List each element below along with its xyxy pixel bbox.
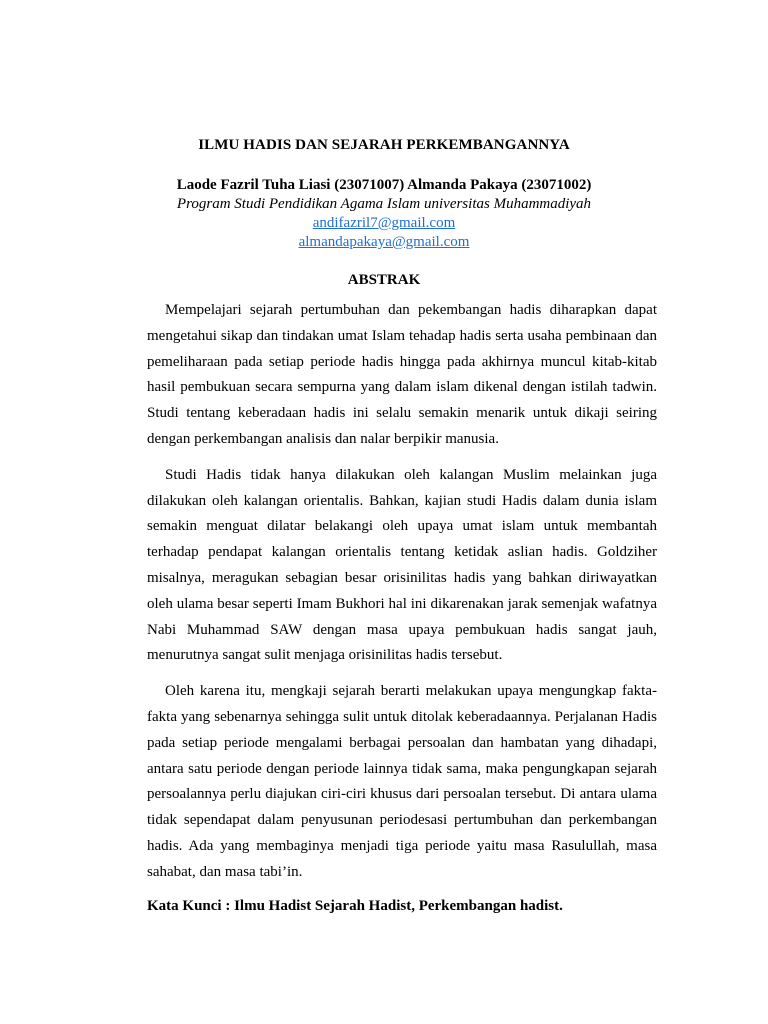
email-link-2[interactable]: almandapakaya@gmail.com [298, 234, 470, 250]
email-line-1 [0, 215, 768, 232]
abstract-heading: ABSTRAK [347, 272, 421, 288]
author-line: Laode Fazril Tuha Liasi (23071007) Almanda Pakaya (23071002) [176, 177, 592, 193]
affiliation: Program Studi Pendidikan Agama Islam universitas Muhammadiyah [176, 196, 592, 212]
abstract-paragraph-1: Mempelajari sejarah pertumbuhan dan pekembangan hadis diharapkan dapat mengetahui sikap dan tindakan umat Islam tehadap hadis serta usaha pembinaan dan pemeliharaan pada setiap periode hadis hingga pada akhirnya muncul kitab-kitab hasil pembukuan secara sempurna yang dalam islam dikenal dengan istilah tadwin. Studi tentang keberadaan hadis ini selalu semakin menarik untuk dikaji seiring dengan perkembangan analisis dan nalar berpikir manusia. [147, 302, 657, 447]
keywords-line: Kata Kunci : Ilmu Hadist Sejarah Hadist, Perkembangan hadist. [147, 897, 563, 914]
abstract-body [147, 298, 657, 916]
paper-title: ILMU HADIS DAN SEJARAH PERKEMBANGANNYA [198, 137, 570, 153]
abstract-paragraph-3: Oleh karena itu, mengkaji sejarah berarti melakukan upaya mengungkap fakta-fakta yang sebenarnya sehingga sulit untuk ditolak keberadaannya. Perjalanan Hadis pada setiap periode mengalami berbagai persoalan dan hambatan yang dihadapi, antara satu periode dengan periode lainnya tidak sama, maka pengungkapan sejarah persoalannya perlu diajukan ciri-ciri khusus dari persoalan tersebut. Di antara ulama tidak sependapat dalam penyusunan periodesasi pertumbuhan dan perkembangan hadis. Ada yang membaginya menjadi tiga periode yaitu masa Rasulullah, masa sahabat, dan masa tabi’in. [147, 683, 657, 880]
email-link-1[interactable]: andifazril7@gmail.com [312, 215, 456, 231]
abstract-paragraph-2: Studi Hadis tidak hanya dilakukan oleh kalangan Muslim melainkan juga dilakukan oleh kalangan orientalis. Bahkan, kajian studi Hadis dalam dunia islam semakin menguat dilatar belakangi oleh upaya umat islam untuk membantah terhadap pendapat kalangan orientalis tentang ketidak aslian hadis. Goldziher misalnya, meragukan sebagian besar orisinilitas hadis yang bahkan diriwayatkan oleh ulama besar seperti Imam Bukhori hal ini dikarenakan jarak semenjak wafatnya Nabi Muhammad SAW dengan masa upaya pembukuan hadis sangat jauh, menurutnya sangat sulit menjaga orisinilitas hadis tersebut. [147, 466, 657, 664]
email-line-2 [0, 234, 768, 251]
